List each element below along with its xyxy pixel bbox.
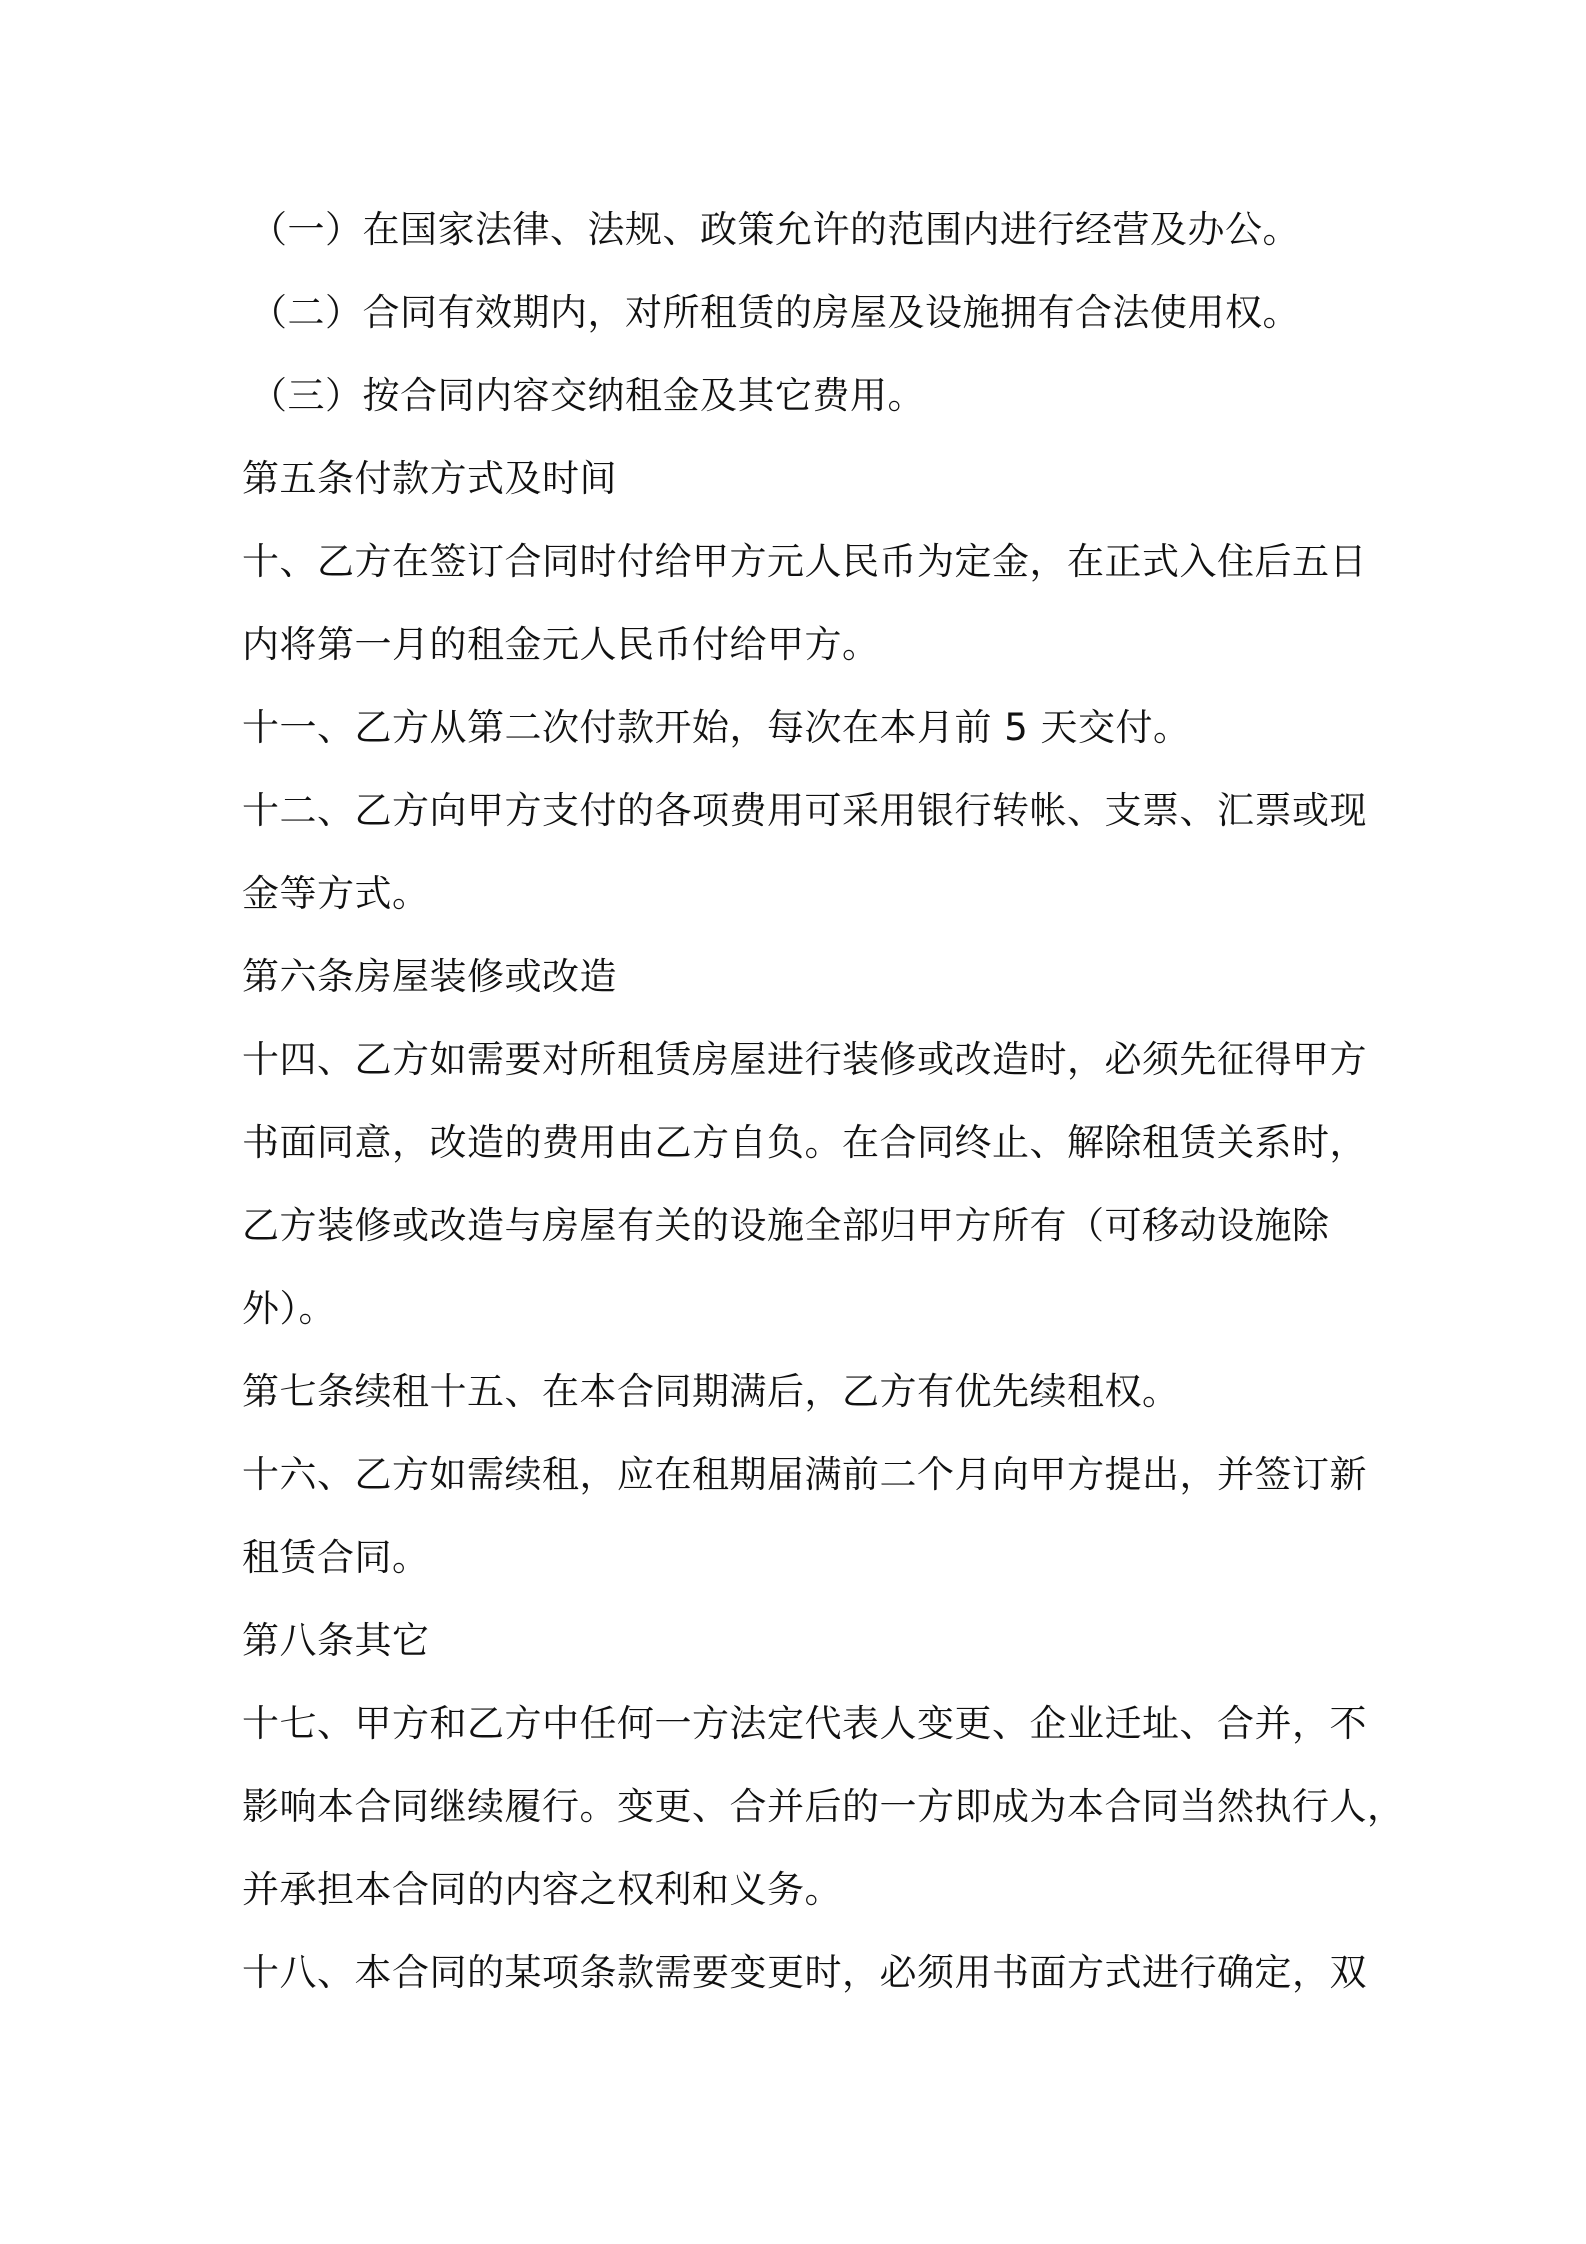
clause-14-line-3: 乙方装修或改造与房屋有关的设施全部归甲方所有（可移动设施除 <box>242 1204 1330 1247</box>
clause-10-line-2: 内将第一月的租金元人民币付给甲方。 <box>242 623 880 666</box>
clause-2-line: （二）合同有效期内，对所租赁的房屋及设施拥有合法使用权。 <box>250 291 1300 334</box>
clause-16-line-1: 十六、乙方如需续租，应在租期届满前二个月向甲方提出，并签订新 <box>242 1453 1367 1496</box>
clause-14-line-4: 外）。 <box>242 1287 336 1330</box>
clause-18-line-1: 十八、本合同的某项条款需要变更时，必须用书面方式进行确定，双 <box>242 1951 1367 1994</box>
clause-1-line: （一）在国家法律、法规、政策允许的范围内进行经营及办公。 <box>250 208 1300 251</box>
clause-10-line-1: 十、乙方在签订合同时付给甲方元人民币为定金，在正式入住后五日 <box>242 540 1367 583</box>
clause-11-line: 十一、乙方从第二次付款开始，每次在本月前 5 天交付。 <box>242 706 1191 749</box>
clause-17-line-2: 影响本合同继续履行。变更、合并后的一方即成为本合同当然执行人， <box>242 1785 1405 1828</box>
article-8-heading: 第八条其它 <box>242 1619 430 1662</box>
clause-12-line-1: 十二、乙方向甲方支付的各项费用可采用银行转帐、支票、汇票或现 <box>242 789 1367 832</box>
clause-12-line-2: 金等方式。 <box>242 872 430 915</box>
article-7-clause-15: 第七条续租十五、在本合同期满后，乙方有优先续租权。 <box>242 1370 1180 1413</box>
article-5-heading: 第五条付款方式及时间 <box>242 457 617 500</box>
clause-14-line-1: 十四、乙方如需要对所租赁房屋进行装修或改造时，必须先征得甲方 <box>242 1038 1367 1081</box>
clause-17-line-3: 并承担本合同的内容之权利和义务。 <box>242 1868 842 1911</box>
clause-16-line-2: 租赁合同。 <box>242 1536 430 1579</box>
clause-17-line-1: 十七、甲方和乙方中任何一方法定代表人变更、企业迁址、合并，不 <box>242 1702 1367 1745</box>
clause-3-line: （三）按合同内容交纳租金及其它费用。 <box>250 374 925 417</box>
clause-14-line-2: 书面同意，改造的费用由乙方自负。在合同终止、解除租赁关系时， <box>242 1121 1367 1164</box>
article-6-heading: 第六条房屋装修或改造 <box>242 955 617 998</box>
